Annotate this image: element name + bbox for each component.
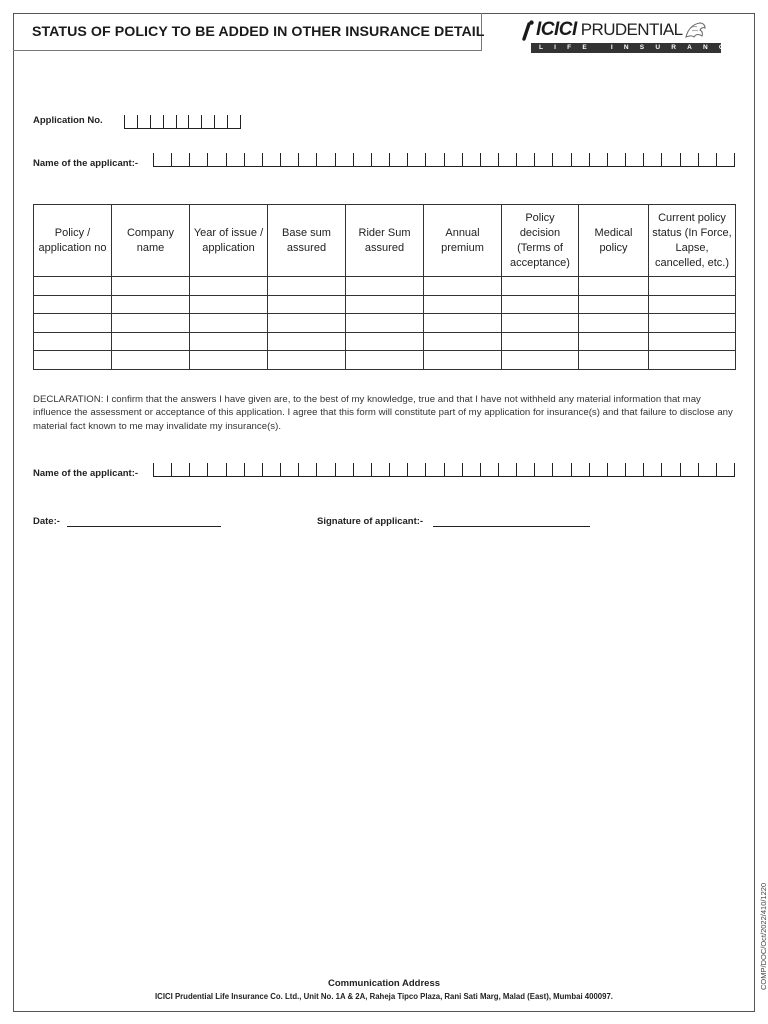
table-cell[interactable] xyxy=(649,295,736,314)
table-header-row xyxy=(34,205,736,277)
table-cell[interactable] xyxy=(424,351,502,370)
table-cell[interactable] xyxy=(346,351,424,370)
comb-box xyxy=(462,463,480,476)
table-row xyxy=(34,332,736,351)
company-logo xyxy=(521,16,751,56)
comb-box xyxy=(444,153,462,166)
comb-box xyxy=(244,153,262,166)
comb-box xyxy=(153,463,171,476)
comb-box xyxy=(698,153,716,166)
header-company-name: Company name xyxy=(112,205,190,277)
comb-box xyxy=(498,463,516,476)
table-cell[interactable] xyxy=(649,314,736,333)
signature-field[interactable] xyxy=(433,526,590,527)
comb-box xyxy=(716,153,735,166)
comb-box xyxy=(207,463,225,476)
comb-box xyxy=(661,463,679,476)
table-cell[interactable] xyxy=(346,295,424,314)
comb-box xyxy=(353,463,371,476)
table-cell[interactable] xyxy=(579,277,649,296)
comb-box xyxy=(316,153,334,166)
table-cell[interactable] xyxy=(424,314,502,333)
communication-address: ICICI Prudential Life Insurance Co. Ltd., Unit No. 1A & 2A, Raheja Tipco Plaza, Rani Sati Marg, Malad (East), Mumbai 400097. xyxy=(155,992,613,1001)
comb-box xyxy=(534,153,552,166)
comb-box xyxy=(480,463,498,476)
comb-box xyxy=(153,153,171,166)
comb-box xyxy=(425,153,443,166)
table-cell[interactable] xyxy=(190,332,268,351)
comb-box xyxy=(680,463,698,476)
comb-box xyxy=(516,153,534,166)
comb-box xyxy=(625,463,643,476)
comb-box xyxy=(698,463,716,476)
comb-box xyxy=(462,153,480,166)
comb-box xyxy=(371,463,389,476)
comb-box xyxy=(407,463,425,476)
comb-box xyxy=(244,463,262,476)
applicant-name-label-2: Name of the applicant:- xyxy=(33,468,139,479)
header-current-policy-status: Current policy status (In Force, Lapse, cancelled, etc.) xyxy=(649,205,736,277)
comb-box xyxy=(298,153,316,166)
table-row xyxy=(34,314,736,333)
header-medical-policy: Medical policy xyxy=(579,205,649,277)
comb-box xyxy=(226,463,244,476)
applicant-name-label: Name of the applicant:- xyxy=(33,158,139,169)
comb-box xyxy=(643,463,661,476)
comb-box xyxy=(498,153,516,166)
table-cell[interactable] xyxy=(579,351,649,370)
table-cell[interactable] xyxy=(190,314,268,333)
table-cell[interactable] xyxy=(579,314,649,333)
date-label: Date:- xyxy=(33,516,60,527)
comb-box xyxy=(516,463,534,476)
comb-box xyxy=(316,463,334,476)
comb-box xyxy=(171,153,189,166)
comb-box xyxy=(716,463,735,476)
header-policy-decision: Policy decision (Terms of acceptance) xyxy=(502,205,579,277)
table-cell[interactable] xyxy=(34,314,112,333)
comb-box xyxy=(335,463,353,476)
table-cell[interactable] xyxy=(112,277,190,296)
table-row xyxy=(34,277,736,296)
header-base-sum-assured: Base sum assured xyxy=(268,205,346,277)
table-cell[interactable] xyxy=(34,332,112,351)
table-cell[interactable] xyxy=(579,295,649,314)
table-cell[interactable] xyxy=(346,332,424,351)
comb-box xyxy=(171,463,189,476)
comb-box xyxy=(607,153,625,166)
table-row xyxy=(34,295,736,314)
table-cell[interactable] xyxy=(34,295,112,314)
table-cell[interactable] xyxy=(268,277,346,296)
application-no-field[interactable] xyxy=(124,115,241,129)
comb-box xyxy=(226,153,244,166)
signature-label: Signature of applicant:- xyxy=(317,516,424,527)
table-cell[interactable] xyxy=(424,332,502,351)
logo-wordmark xyxy=(521,18,707,42)
comb-box xyxy=(335,153,353,166)
comb-box xyxy=(189,463,207,476)
table-cell[interactable] xyxy=(502,351,579,370)
comb-box xyxy=(189,153,207,166)
table-cell[interactable] xyxy=(268,351,346,370)
comb-box xyxy=(425,463,443,476)
form-title-box xyxy=(13,13,485,51)
application-no-label: Application No. xyxy=(33,115,103,126)
table-cell[interactable] xyxy=(649,351,736,370)
comb-box xyxy=(262,153,280,166)
form-title: STATUS OF POLICY TO BE ADDED IN OTHER INSURANCE DETAIL xyxy=(32,23,485,40)
table-cell[interactable] xyxy=(268,295,346,314)
table-cell[interactable] xyxy=(649,332,736,351)
table-cell[interactable] xyxy=(502,314,579,333)
comb-box xyxy=(625,153,643,166)
comb-box xyxy=(389,153,407,166)
table-cell[interactable] xyxy=(268,332,346,351)
comb-box xyxy=(262,463,280,476)
document-reference-code: COMP/DOC/Oct/2022/410/1220 xyxy=(759,882,768,990)
table-cell[interactable] xyxy=(34,351,112,370)
table-cell[interactable] xyxy=(502,332,579,351)
comb-box xyxy=(480,153,498,166)
comb-box xyxy=(407,153,425,166)
table-cell[interactable] xyxy=(112,314,190,333)
logo-brand: ICICI xyxy=(536,19,577,40)
table-cell[interactable] xyxy=(112,332,190,351)
table-cell[interactable] xyxy=(424,295,502,314)
other-insurance-table xyxy=(33,204,736,370)
header-annual-premium: Annual premium xyxy=(424,205,502,277)
declaration-text: DECLARATION: I confirm that the answers I have given are, to the best of my knowledge, true and that I have not withheld any material information that may influence the assessment or acceptance of this application. I agree that this form will constitute part of my application for insurance(s) and that failure to disclose any material fact known to me may invalidate my insurance(s). xyxy=(33,394,733,432)
comb-box xyxy=(552,463,570,476)
table-cell[interactable] xyxy=(502,295,579,314)
comb-box xyxy=(680,153,698,166)
header-policy-application-no: Policy / application no xyxy=(34,205,112,277)
table-cell[interactable] xyxy=(346,277,424,296)
table-cell[interactable] xyxy=(649,277,736,296)
table-cell[interactable] xyxy=(579,332,649,351)
comb-box xyxy=(661,153,679,166)
table-cell[interactable] xyxy=(190,295,268,314)
table-cell[interactable] xyxy=(424,277,502,296)
comb-box xyxy=(589,463,607,476)
table-cell[interactable] xyxy=(190,351,268,370)
logo-brand-suffix: PRUDENTIAL xyxy=(580,20,683,39)
comb-box xyxy=(207,153,225,166)
logo-tagline: LIFE INSURANCE xyxy=(531,43,721,53)
comb-box xyxy=(280,153,298,166)
table-cell[interactable] xyxy=(34,277,112,296)
comb-box xyxy=(571,463,589,476)
comb-box xyxy=(534,463,552,476)
comb-box xyxy=(444,463,462,476)
comb-box xyxy=(389,463,407,476)
table-cell[interactable] xyxy=(190,277,268,296)
comb-box xyxy=(280,463,298,476)
table-cell[interactable] xyxy=(346,314,424,333)
header-rider-sum-assured: Rider Sum assured xyxy=(346,205,424,277)
table-row xyxy=(34,351,736,370)
comb-box xyxy=(643,153,661,166)
table-cell[interactable] xyxy=(502,277,579,296)
communication-address-title: Communication Address xyxy=(327,978,441,989)
logo-swoosh-icon xyxy=(521,20,536,40)
comb-box xyxy=(353,153,371,166)
comb-box xyxy=(552,153,570,166)
header-year-of-issue: Year of issue / application xyxy=(190,205,268,277)
applicant-name-field-2[interactable] xyxy=(153,463,735,477)
table-cell[interactable] xyxy=(112,351,190,370)
date-field[interactable] xyxy=(67,526,221,527)
comb-box xyxy=(589,153,607,166)
table-cell[interactable] xyxy=(112,295,190,314)
table-cell[interactable] xyxy=(268,314,346,333)
comb-box xyxy=(571,153,589,166)
comb-box xyxy=(298,463,316,476)
comb-box xyxy=(607,463,625,476)
lion-icon xyxy=(683,19,707,41)
comb-box xyxy=(371,153,389,166)
applicant-name-field[interactable] xyxy=(153,153,735,167)
